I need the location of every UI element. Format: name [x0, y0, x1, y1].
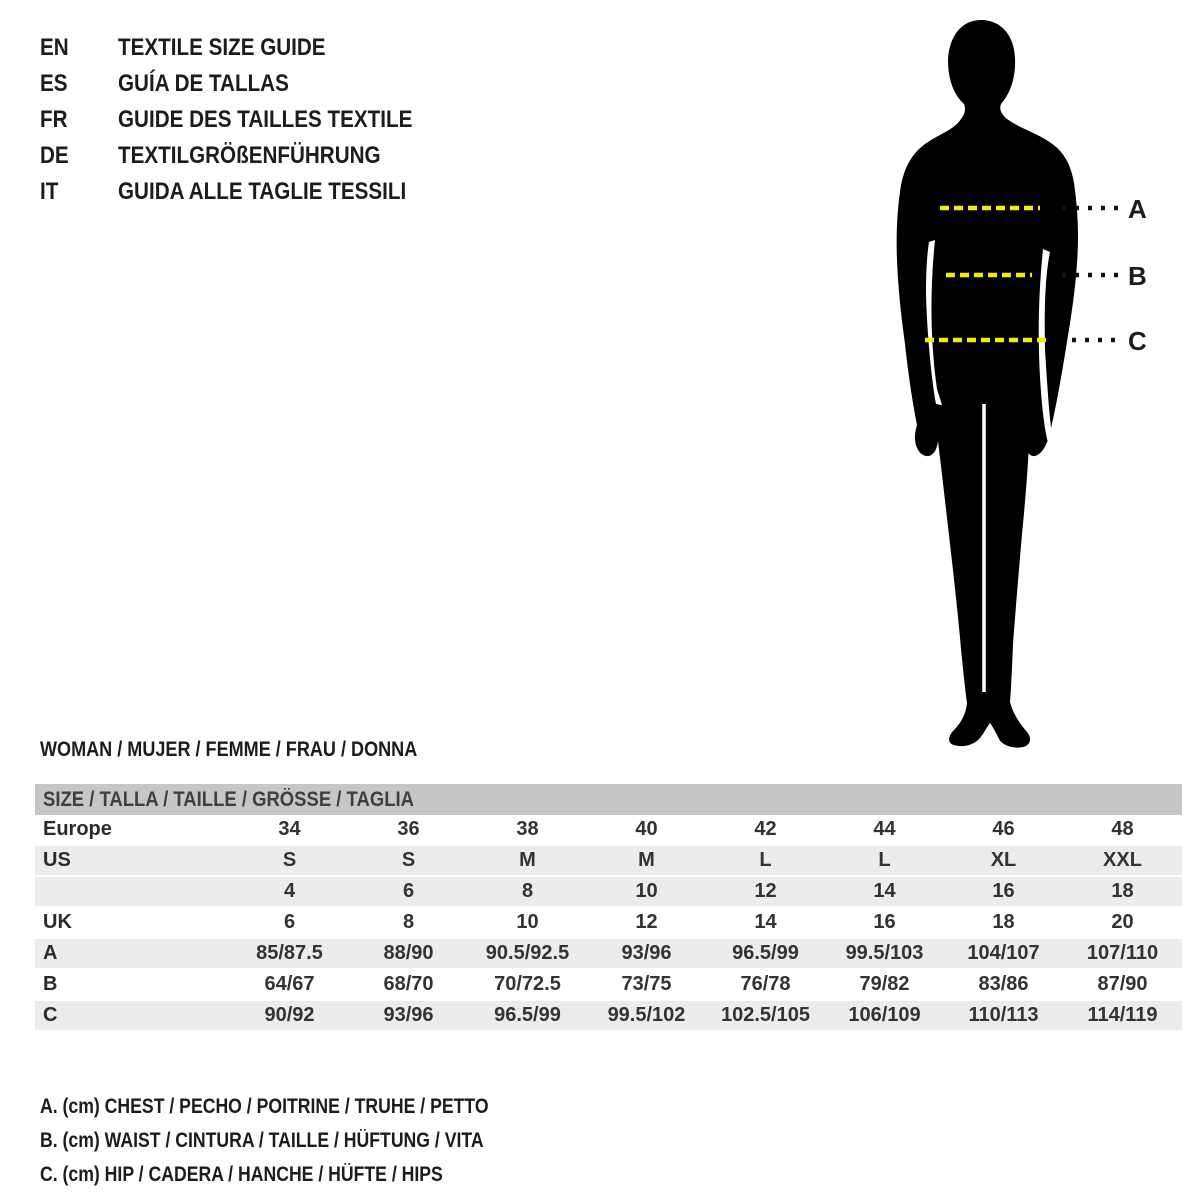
table-row-label: B — [43, 973, 58, 995]
table-cell: 79/82 — [859, 973, 910, 995]
table-cell: 10 — [516, 911, 539, 933]
woman-silhouette-figure — [880, 4, 1200, 754]
table-cell: L — [759, 849, 772, 871]
table-cell: 10 — [635, 880, 658, 902]
table-cell: S — [282, 849, 297, 871]
table-cell: M — [519, 849, 536, 871]
table-header: SIZE / TALLA / TAILLE / GRÖSSE / TAGLIA — [43, 787, 414, 811]
table-row-label: C — [43, 1004, 58, 1026]
table-cell: 46 — [992, 818, 1015, 840]
table-cell: 93/96 — [621, 942, 672, 964]
table-cell: 12 — [754, 880, 777, 902]
table-cell: 88/90 — [383, 942, 434, 964]
table-row-chest — [35, 938, 1182, 969]
language-code: IT — [40, 178, 59, 205]
table-cell: 20 — [1111, 911, 1134, 933]
table-cell: 87/90 — [1097, 973, 1148, 995]
table-cell: 6 — [402, 880, 415, 902]
table-row-europe — [35, 815, 1182, 845]
table-cell: 102.5/105 — [721, 1004, 810, 1026]
waist-marker-label: B — [1128, 261, 1147, 291]
language-row — [40, 174, 460, 210]
section-title: WOMAN / MUJER / FEMME / FRAU / DONNA — [40, 738, 418, 761]
language-code: EN — [40, 34, 69, 61]
table-cell: 42 — [754, 818, 777, 840]
table-cell: 104/107 — [967, 942, 1040, 964]
language-title: GUÍA DE TALLAS — [118, 70, 289, 97]
size-table-section — [35, 738, 1182, 1192]
table-cell: 83/86 — [978, 973, 1029, 995]
language-row — [40, 30, 460, 66]
table-cell: 107/110 — [1086, 942, 1159, 964]
table-cell: 14 — [873, 880, 896, 902]
table-cell: 93/96 — [383, 1004, 434, 1026]
woman-silhouette — [897, 20, 1078, 748]
table-cell: 6 — [283, 911, 296, 933]
table-cell: 96.5/99 — [494, 1004, 561, 1026]
table-cell: 110/113 — [968, 1004, 1039, 1026]
language-code: ES — [40, 70, 68, 97]
size-table — [35, 784, 1182, 1032]
table-cell: 70/72.5 — [494, 973, 561, 995]
table-cell: 16 — [873, 911, 896, 933]
table-row-hip — [35, 1000, 1182, 1031]
table-cell: XXL — [1103, 849, 1142, 871]
measurement-legend — [40, 1090, 1182, 1192]
table-cell: 73/75 — [621, 973, 672, 995]
language-code: FR — [40, 106, 68, 133]
language-row — [40, 102, 460, 138]
chest-marker-label: A — [1128, 194, 1147, 224]
language-title: TEXTILE SIZE GUIDE — [118, 34, 326, 61]
table-cell: 4 — [283, 880, 296, 902]
table-row-label: Europe — [43, 818, 112, 840]
language-code: DE — [40, 142, 69, 169]
table-cell: XL — [990, 849, 1017, 871]
table-cell: 64/67 — [264, 973, 315, 995]
table-cell: 114/119 — [1087, 1004, 1158, 1026]
table-cell: 14 — [754, 911, 777, 933]
table-cell: M — [638, 849, 655, 871]
legend-hip: C. (cm) HIP / CADERA / HANCHE / HÜFTE / HIPS — [40, 1163, 443, 1186]
table-cell: 34 — [278, 818, 301, 840]
table-cell: 40 — [635, 818, 658, 840]
table-cell: 90.5/92.5 — [485, 942, 570, 964]
language-title: GUIDE DES TAILLES TEXTILE — [118, 106, 413, 133]
legend-chest: A. (cm) CHEST / PECHO / POITRINE / TRUHE / PETTO — [40, 1095, 489, 1118]
legend-waist: B. (cm) WAIST / CINTURA / TAILLE / HÜFTUNG / VITA — [40, 1129, 484, 1152]
table-row-uk — [35, 907, 1182, 938]
table-cell: 38 — [516, 818, 539, 840]
table-cell: 8 — [521, 880, 534, 902]
language-row — [40, 138, 460, 174]
table-cell: 99.5/102 — [607, 1004, 686, 1026]
table-cell: 85/87.5 — [256, 942, 323, 964]
table-row-waist — [35, 969, 1182, 1000]
table-row-label: US — [43, 849, 71, 871]
table-row-us-numeric — [35, 876, 1182, 907]
hip-marker-label: C — [1128, 326, 1147, 356]
table-cell: 8 — [402, 911, 415, 933]
table-cell: 12 — [635, 911, 658, 933]
table-cell: L — [878, 849, 891, 871]
table-cell: 68/70 — [383, 973, 434, 995]
language-title: GUIDA ALLE TAGLIE TESSILI — [118, 178, 407, 205]
language-title: TEXTILGRÖßENFÜHRUNG — [118, 142, 381, 169]
table-cell: 44 — [873, 818, 896, 840]
table-cell: 16 — [992, 880, 1015, 902]
table-cell: 99.5/103 — [845, 942, 924, 964]
table-row-us — [35, 845, 1182, 876]
table-cell: S — [401, 849, 416, 871]
table-cell: 76/78 — [740, 973, 791, 995]
table-cell: 106/109 — [848, 1004, 921, 1026]
language-title-list — [40, 30, 460, 210]
language-row — [40, 66, 460, 102]
table-cell: 18 — [992, 911, 1015, 933]
table-row-label: UK — [43, 911, 72, 933]
table-header-row — [35, 784, 1182, 815]
table-cell: 36 — [397, 818, 420, 840]
table-cell: 18 — [1111, 880, 1134, 902]
table-cell: 48 — [1111, 818, 1134, 840]
table-row-label — [35, 876, 230, 907]
table-row-label: A — [43, 942, 58, 964]
table-cell: 96.5/99 — [732, 942, 799, 964]
table-cell: 90/92 — [264, 1004, 315, 1026]
